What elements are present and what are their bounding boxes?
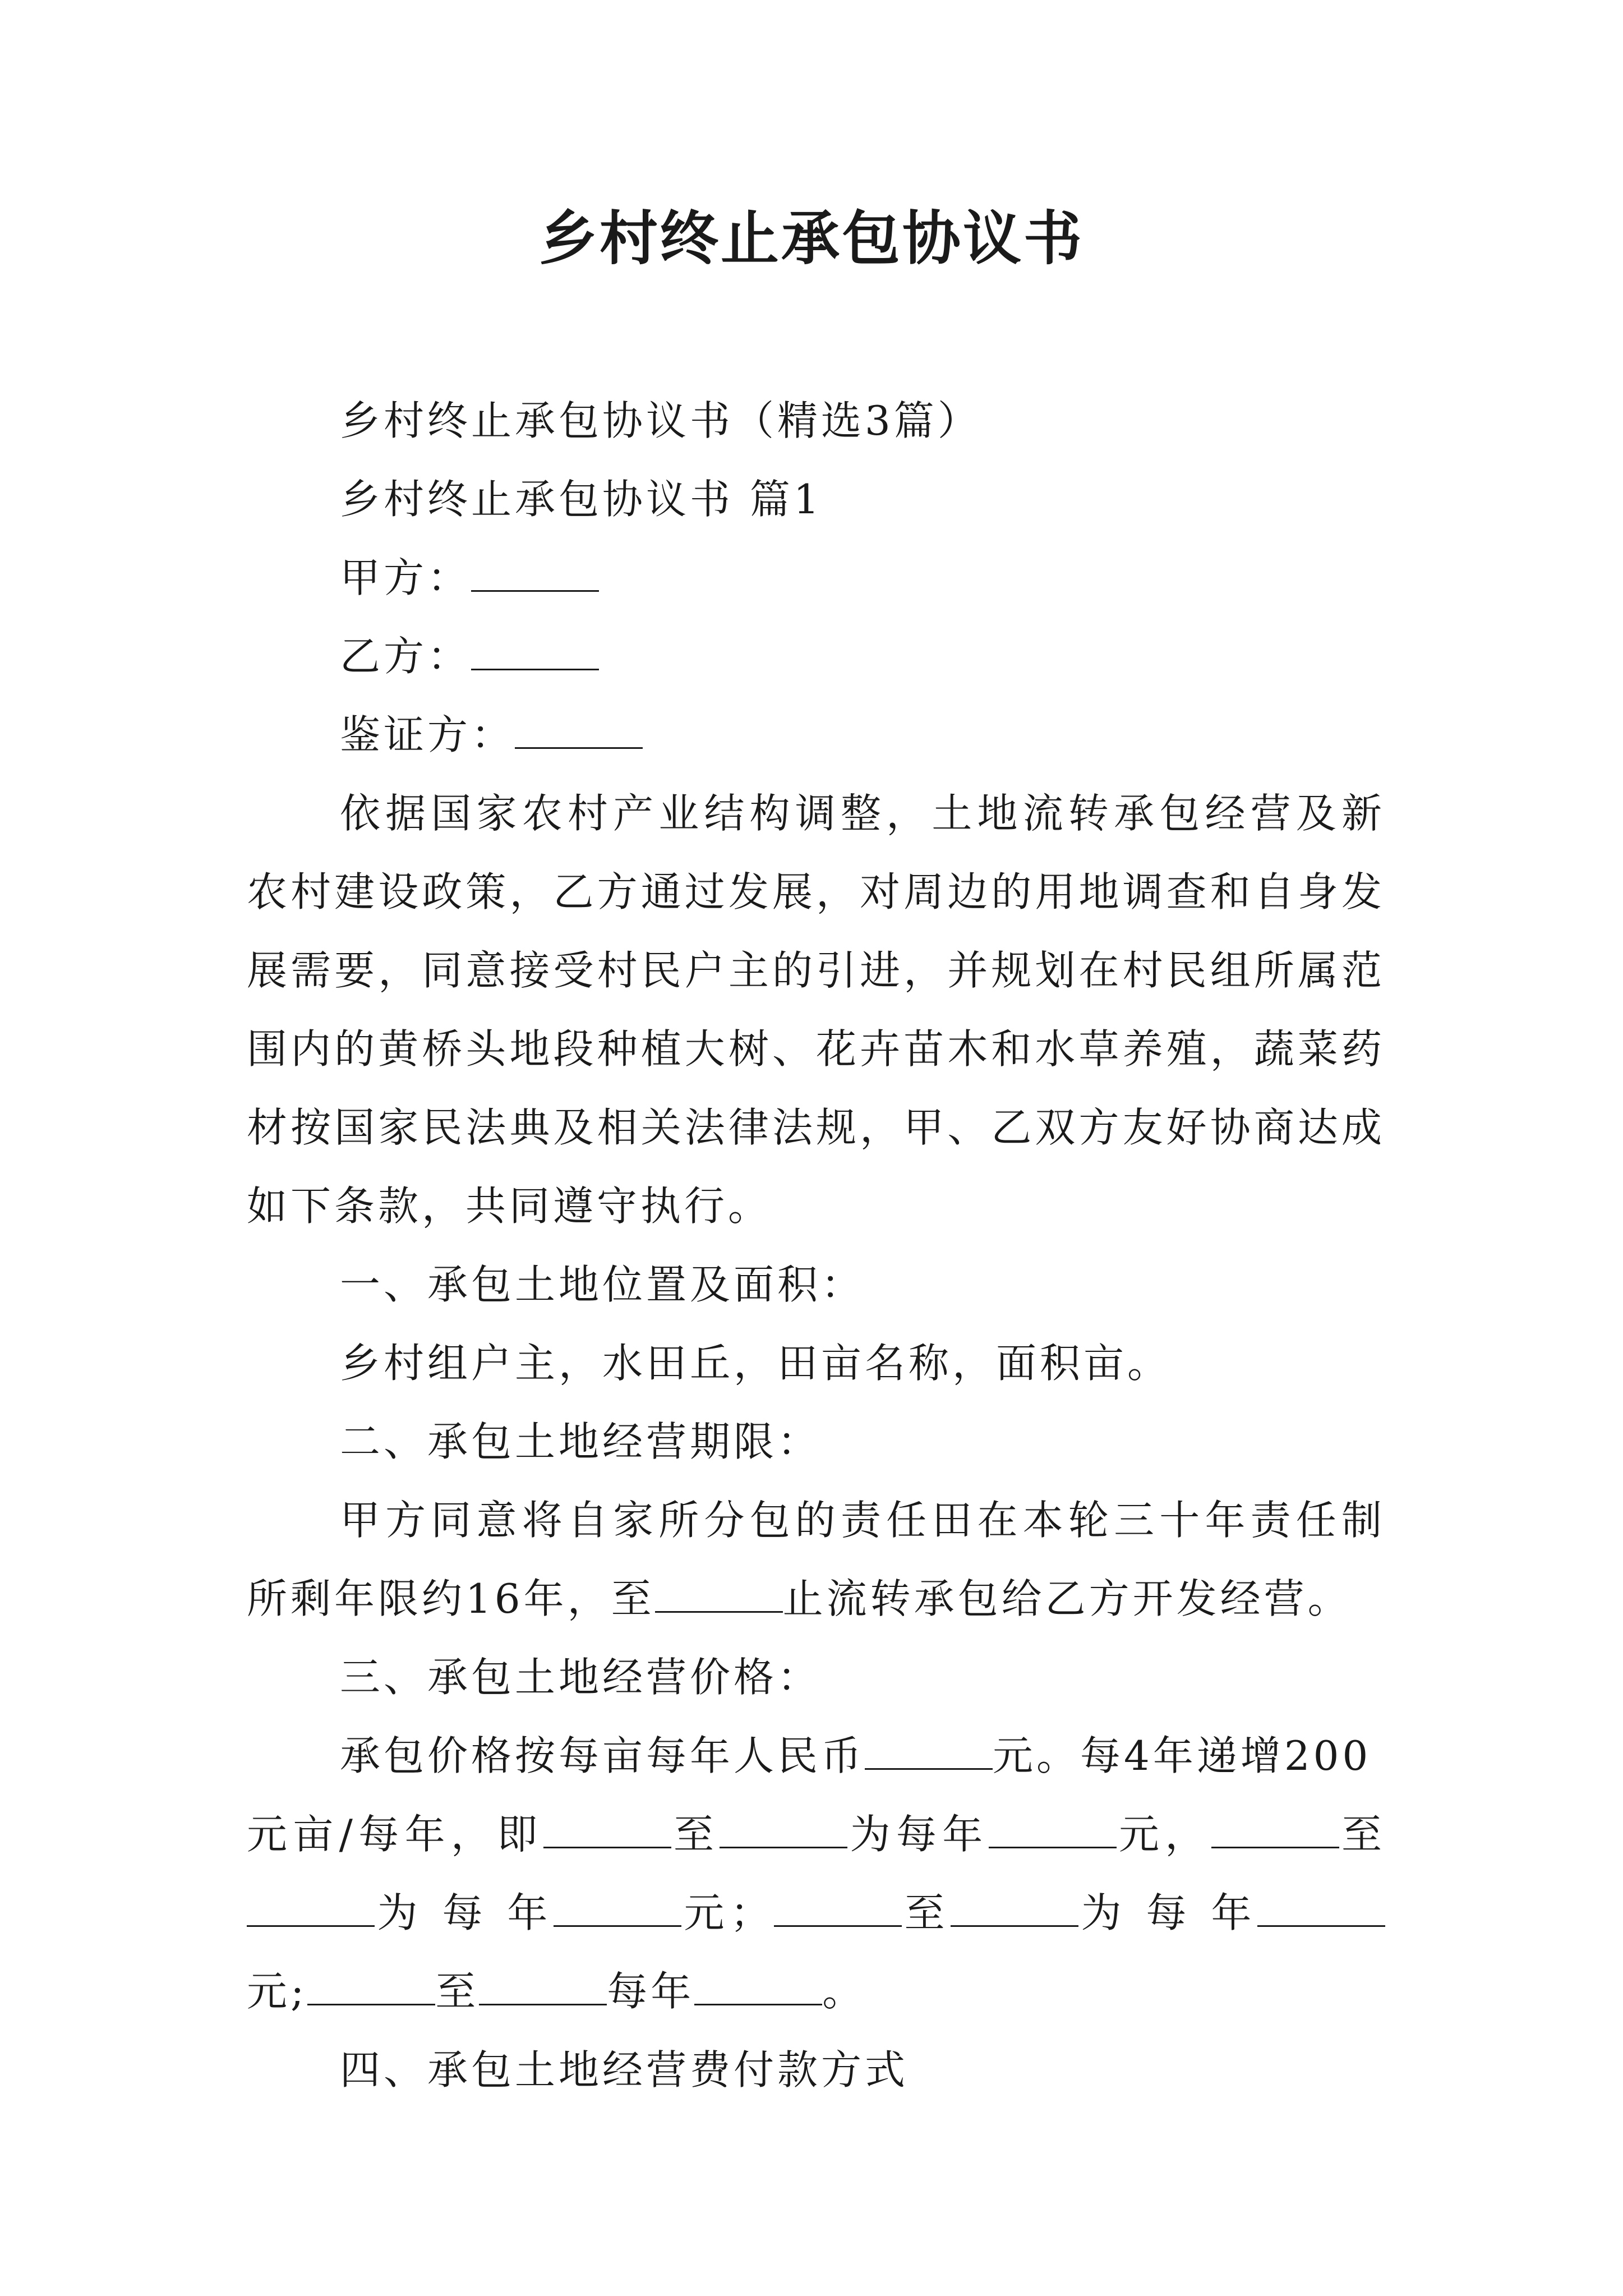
clause3-blank-6 — [554, 1892, 681, 1927]
clause3-line2-text-e: 至 — [1339, 1811, 1385, 1858]
witness-label: 鉴证方： — [340, 711, 515, 758]
clause3-heading: 三、承包土地经营价格： — [340, 1654, 822, 1701]
clause3-line3-text-b: 元； — [681, 1889, 774, 1936]
intro-paragraph: 依据国家农村产业结构调整，土地流转承包经营及新农村建设政策，乙方通过发展，对周边的用地调查和自身发展需要，同意接受村民户主的引进，并规划在村民组所属范围内的黄桥头地段种植大树、花卉苗木和水草养殖，蔬菜药材按国家民法典及相关法律法规，甲、乙双方友好协商达成如下条款，共同遵守执行。 — [247, 790, 1385, 1230]
clause3-price-blank — [865, 1734, 993, 1770]
clause3-blank-4 — [1211, 1813, 1339, 1848]
document-body — [247, 381, 1385, 2109]
clause3-line2-text-b: 至 — [671, 1811, 720, 1858]
clause3-line1 — [247, 1717, 1385, 1795]
clause2-text-part1: 甲方同意将自家所分包的责任田在本轮三十年责任制所剩年限约16年，至 — [247, 1497, 1385, 1622]
party-a-label: 甲方： — [340, 554, 472, 601]
party-a-line — [247, 539, 1385, 617]
clause3-blank-8 — [951, 1892, 1078, 1927]
party-b-blank — [471, 635, 599, 670]
clause3-price-label: 承包价格按每亩每年人民币 — [340, 1732, 865, 1779]
party-a-blank — [471, 556, 599, 592]
clause3-blank-9 — [1257, 1892, 1385, 1927]
party-b-label: 乙方： — [340, 633, 472, 680]
document-title: 乡村终止承包协议书 — [538, 204, 1084, 273]
clause3-blank-1 — [543, 1813, 671, 1848]
section-heading: 乡村终止承包协议书 篇1 — [340, 476, 823, 523]
clause3-line2 — [247, 1795, 1385, 1874]
clause1-text: 乡村组户主，水田丘，田亩名称，面积亩。 — [340, 1340, 1172, 1387]
clause3-blank-3 — [989, 1813, 1117, 1848]
clause2-heading: 二、承包土地经营期限： — [340, 1418, 822, 1465]
subtitle: 乡村终止承包协议书（精选3篇） — [340, 397, 981, 444]
clause3-blank-11 — [479, 1970, 607, 2005]
clause2-text-part2: 止流转承包给乙方开发经营。 — [782, 1575, 1352, 1622]
witness-blank — [515, 714, 643, 749]
clause3-blank-12 — [694, 1970, 822, 2005]
clause3-line4-text-b: 至 — [435, 1968, 479, 2015]
clause4-heading: 四、承包土地经营费付款方式 — [340, 2046, 909, 2093]
witness-line — [247, 696, 1385, 774]
clause3-blank-2 — [720, 1813, 847, 1848]
clause3-line4-text-a: 元; — [247, 1968, 308, 2015]
clause3-blank-7 — [774, 1892, 902, 1927]
clause3-line2-text-c: 为每年 — [847, 1811, 989, 1858]
clause2-date-blank — [655, 1577, 783, 1613]
clause3-line2-text-d: 元， — [1116, 1811, 1211, 1858]
clause3-line4 — [247, 1952, 1385, 2031]
clause3-line3-text-c: 至 — [902, 1889, 951, 1936]
clause3-blank-10 — [307, 1970, 435, 2005]
clause3-line3-text-d: 为 每 年 — [1078, 1889, 1257, 1936]
clause3-line4-text-c: 每年 — [607, 1968, 695, 2015]
clause3-line2-text-a: 元亩/每年，即 — [247, 1811, 543, 1858]
clause3-increment-text: 元。每4年递增200 — [993, 1732, 1372, 1779]
clause3-line3 — [247, 1874, 1385, 1952]
clause1-heading: 一、承包土地位置及面积： — [340, 1261, 865, 1308]
clause3-blank-5 — [247, 1892, 375, 1927]
party-b-line — [247, 617, 1385, 696]
clause3-line3-text-a: 为 每 年 — [375, 1889, 554, 1936]
clause3-line4-text-d: 。 — [822, 1968, 866, 2015]
clause2-text — [247, 1481, 1385, 1638]
